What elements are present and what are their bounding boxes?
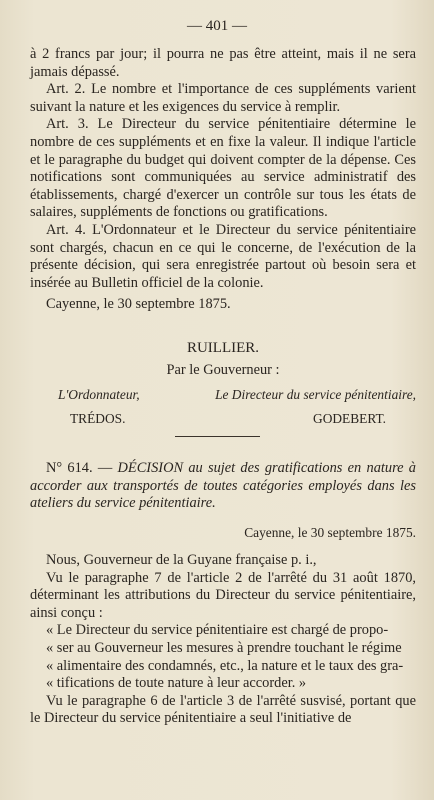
vu-paragraph-1: Vu le paragraphe 7 de l'article 2 de l'arrêté du 31 août 1870, déterminant les attributions du Directeur du service pénitentiaire, ainsi conçu :	[30, 569, 416, 621]
signature-titles	[30, 386, 416, 404]
text-block-bottom	[30, 552, 416, 728]
article-2: Art. 2. Le nombre et l'importance de ces suppléments varient suivant la nature et les exigences du service à remplir.	[30, 81, 416, 115]
directeur-name: GODEBERT.	[313, 411, 386, 426]
section-divider	[175, 436, 260, 437]
quote-line: « Le Directeur du service pénitentiaire est chargé de propo-	[46, 622, 389, 639]
date-line: Cayenne, le 30 septembre 1875.	[46, 296, 231, 313]
par-le-gouverneur: Par le Gouverneur :	[166, 362, 280, 378]
ordonnateur-name: TRÉDOS.	[70, 411, 126, 426]
quoted-text	[30, 622, 416, 692]
signer-name: RUILLIER.	[186, 340, 260, 356]
ordonnateur-title: L'Ordonnateur,	[58, 387, 140, 402]
vu-paragraph-2: Vu le paragraphe 6 de l'article 3 de l'arrêté susvisé, portant que le Directeur du service pénitentiaire a seul l'initiative de	[30, 692, 416, 727]
decision-title: DÉCISION au sujet des gratifications en nature à accorder aux transportés de toutes catégories employés dans les ateliers du service pénitentiaire.	[30, 460, 416, 512]
article-3: Art. 3. Le Directeur du service pénitentiaire détermine le nombre de ces suppléments et en fixe la valeur. Il indique l'article et le paragraphe du budget qui doivent compter de la dépense. Ces notifications sont communiquées au service administratif des établissements, chargé d'exercer un contrôle sur tous les états de salaires, suppléments de fonctions ou gratifications.	[30, 116, 416, 221]
text-block-top	[30, 46, 416, 314]
quote-line: « ser au Gouverneur les mesures à prendre touchant le régime	[46, 639, 402, 656]
decision-heading	[30, 460, 416, 513]
decision-number: N° 614. —	[46, 460, 113, 476]
article-4: Art. 4. L'Ordonnateur et le Directeur du service pénitentiaire sont chargés, chacun en ce qui le concerne, de l'exécution de la présente décision, qui sera enregistrée partout où besoin sera et insérée au Bulletin officiel de la colonie.	[30, 221, 416, 291]
signature-names	[30, 410, 416, 428]
directeur-title: Le Directeur du service pénitentiaire,	[215, 387, 416, 402]
quote-line: « alimentaire des condamnés, etc., la nature et le taux des gra-	[46, 657, 404, 674]
page-number: — 401 —	[187, 18, 247, 34]
paragraph-continuation: à 2 francs par jour; il pourra ne pas être atteint, mais il ne sera jamais dépassé.	[30, 46, 416, 80]
quote-line: « tifications de toute nature à leur accorder. »	[46, 675, 307, 692]
date-line-2: Cayenne, le 30 septembre 1875.	[244, 525, 416, 540]
nous-line: Nous, Gouverneur de la Guyane française p. i.,	[46, 552, 317, 568]
